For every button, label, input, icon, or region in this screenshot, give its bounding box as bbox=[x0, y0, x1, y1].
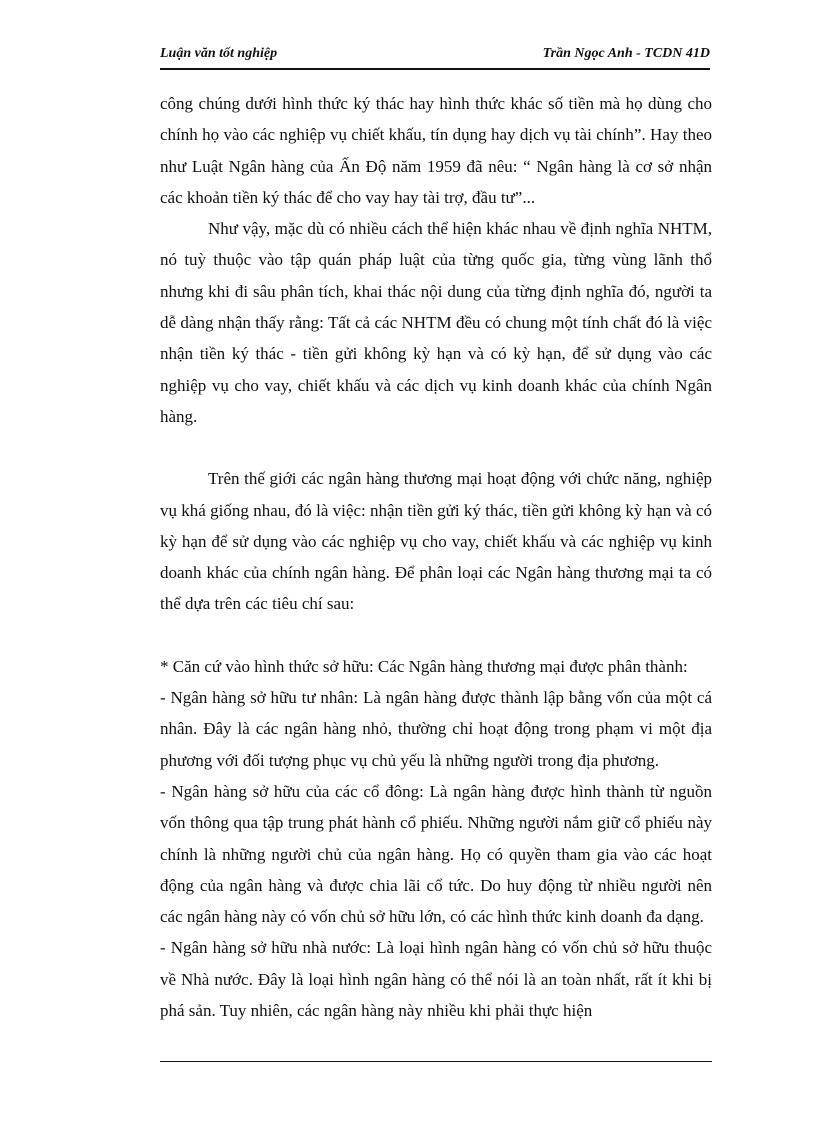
paragraph-private-bank: - Ngân hàng sở hữu tư nhân: Là ngân hàng được thành lập bằng vốn của một cá nhân. Đây là các ngân hàng nhỏ, thường chỉ hoạt động trong phạm vi một địa phương với đối tượng phục vụ chủ yếu là những người trong địa phương. bbox=[160, 688, 712, 770]
header-author: Trần Ngọc Anh - TCDN 41D bbox=[542, 46, 710, 61]
paragraph-ownership-criterion: * Căn cứ vào hình thức sở hữu: Các Ngân hàng thương mại được phân thành: bbox=[160, 656, 688, 676]
paragraph-gap bbox=[160, 432, 712, 463]
paragraph-shareholder-bank: - Ngân hàng sở hữu của các cổ đông: Là ngân hàng được hình thành từ nguồn vốn thông qua tập trung phát hành cổ phiếu. Những người nắm giữ cổ phiếu này chính là những người chủ của ngân hàng. Họ có quyền tham gia vào các hoạt động của ngân hàng và được chia lãi cổ tức. Do huy động từ nhiều người nên các ngân hàng này có vốn chủ sở hữu lớn, có các hình thức kinh doanh đa dạng. bbox=[160, 781, 712, 927]
document-body bbox=[160, 88, 712, 1026]
paragraph-common-feature: Như vậy, mặc dù có nhiều cách thể hiện khác nhau về định nghĩa NHTM, nó tuỳ thuộc vào tập quán pháp luật của từng quốc gia, từng vùng lãnh thổ nhưng khi đi sâu phân tích, khai thác nội dung của từng định nghĩa đó, người ta dễ dàng nhận thấy rằng: Tất cả các NHTM đều có chung một tính chất đó là việc nhận tiền ký thác - tiền gửi không kỳ hạn và có kỳ hạn, để sử dụng vào các nghiệp vụ cho vay, chiết khấu và các dịch vụ kinh doanh khác của chính Ngân hàng. bbox=[160, 219, 712, 426]
paragraph-gap bbox=[160, 620, 712, 651]
footer-rule bbox=[160, 1061, 712, 1062]
paragraph-definition-continued: công chúng dưới hình thức ký thác hay hình thức khác số tiền mà họ dùng cho chính họ vào các nghiệp vụ chiết khấu, tín dụng hay dịch vụ tài chính”. Hay theo như Luật Ngân hàng của Ấn Độ năm 1959 đã nêu: “ Ngân hàng là cơ sở nhận các khoản tiền ký thác để cho vay hay tài trợ, đầu tư”... bbox=[160, 94, 712, 207]
page-header bbox=[160, 44, 710, 70]
header-thesis-title: Luận văn tốt nghiệp bbox=[160, 46, 278, 61]
paragraph-classification-intro: Trên thế giới các ngân hàng thương mại hoạt động với chức năng, nghiệp vụ khá giống nhau, đó là việc: nhận tiền gửi ký thác, tiền gửi không kỳ hạn và có kỳ hạn để sử dụng vào các nghiệp vụ cho vay, chiết khấu và các nghiệp vụ kinh doanh khác của chính ngân hàng. Để phân loại các Ngân hàng thương mại ta có thể dựa trên các tiêu chí sau: bbox=[160, 469, 712, 614]
paragraph-state-bank: - Ngân hàng sở hữu nhà nước: Là loại hình ngân hàng có vốn chủ sở hữu thuộc về Nhà nước. Đây là loại hình ngân hàng có thể nói là an toàn nhất, rất ít khi bị phá sản. Tuy nhiên, các ngân hàng này nhiều khi phải thực hiện bbox=[160, 938, 712, 1021]
